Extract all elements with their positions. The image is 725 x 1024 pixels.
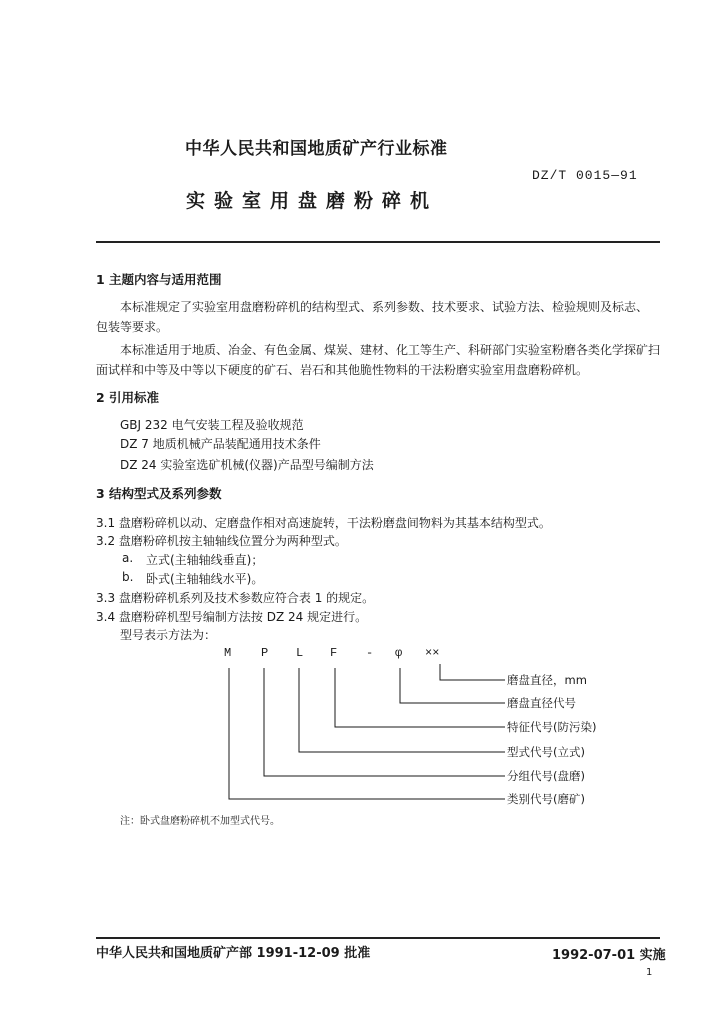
reference-item: DZ 7 地质机械产品装配通用技术条件 — [120, 437, 321, 451]
label-category-code: 类别代号(磨矿) — [507, 792, 585, 806]
clause-3-4: 3.4 盘磨粉碎机型号编制方法按 DZ 24 规定进行。 — [96, 610, 368, 624]
footer-divider — [96, 937, 660, 939]
model-dash: - — [366, 646, 374, 660]
standard-code: DZ/T 0015—91 — [532, 168, 638, 183]
bracket-line-category — [229, 668, 505, 799]
clause-3-2-b-marker: b. — [122, 570, 134, 584]
section-3-heading: 3 结构型式及系列参数 — [96, 486, 222, 501]
section-1-para-2-line-2: 面试样和中等及中等以下硬度的矿石、岩石和其他脆性物料的干法粉磨实验室用盘磨粉碎机。 — [96, 363, 589, 377]
label-group-code: 分组代号(盘磨) — [507, 769, 585, 783]
bracket-line-group — [264, 668, 505, 776]
label-feature-code: 特征代号(防污染) — [507, 720, 597, 734]
section-1-para-2-line-1: 本标准适用于地质、冶金、有色金属、煤炭、建材、化工等生产、科研部门实验室粉磨各类化学探矿扫 — [120, 343, 661, 357]
reference-item: GBJ 232 电气安装工程及验收规范 — [120, 418, 304, 432]
model-letter-m: M — [224, 646, 232, 660]
section-2-heading: 2 引用标准 — [96, 390, 160, 405]
model-note: 注：卧式盘磨粉碎机不加型式代号。 — [120, 816, 280, 827]
clause-3-2-a-marker: a. — [122, 551, 134, 565]
model-letter-p: P — [261, 646, 269, 660]
model-phi: φ — [395, 646, 403, 660]
bracket-line-type — [299, 668, 505, 752]
section-1-para-1-line-2: 包装等要求。 — [96, 320, 169, 334]
bracket-line-feature — [335, 668, 505, 727]
section-1-heading: 1 主题内容与适用范围 — [96, 272, 222, 287]
reference-item: DZ 24 实验室选矿机械(仪器)产品型号编制方法 — [120, 458, 374, 472]
bracket-line-diameter — [440, 664, 505, 680]
effective-date: 1992-07-01 实施 — [552, 948, 666, 963]
clause-3-2: 3.2 盘磨粉碎机按主轴轴线位置分为两种型式。 — [96, 534, 347, 548]
issuer-approval: 中华人民共和国地质矿产部 1991-12-09 批准 — [96, 946, 371, 961]
clause-3-2-a: 立式(主轴轴线垂直)； — [146, 553, 264, 567]
model-intro: 型号表示方法为： — [120, 628, 217, 642]
clause-3-1: 3.1 盘磨粉碎机以动、定磨盘作相对高速旋转，干法粉磨盘间物料为其基本结构型式。 — [96, 516, 551, 530]
model-letter-f: F — [330, 646, 338, 660]
label-type-code: 型式代号(立式) — [507, 745, 585, 759]
model-xx: ×× — [425, 646, 440, 660]
clause-3-2-b: 卧式(主轴轴线水平)。 — [146, 572, 264, 586]
bracket-line-diameter-code — [400, 668, 505, 703]
page-number: 1 — [646, 967, 653, 978]
model-letter-l: L — [296, 646, 304, 660]
label-disc-diameter-code: 磨盘直径代号 — [507, 696, 576, 710]
org-title: 中华人民共和国地质矿产行业标准 — [185, 139, 448, 159]
section-1-para-1-line-1: 本标准规定了实验室用盘磨粉碎机的结构型式、系列参数、技术要求、试验方法、检验规则及标志、 — [120, 300, 649, 314]
clause-3-3: 3.3 盘磨粉碎机系列及技术参数应符合表 1 的规定。 — [96, 591, 375, 605]
document-title: 实验室用盘磨粉碎机 — [186, 190, 439, 212]
label-disc-diameter: 磨盘直径，mm — [507, 673, 587, 687]
